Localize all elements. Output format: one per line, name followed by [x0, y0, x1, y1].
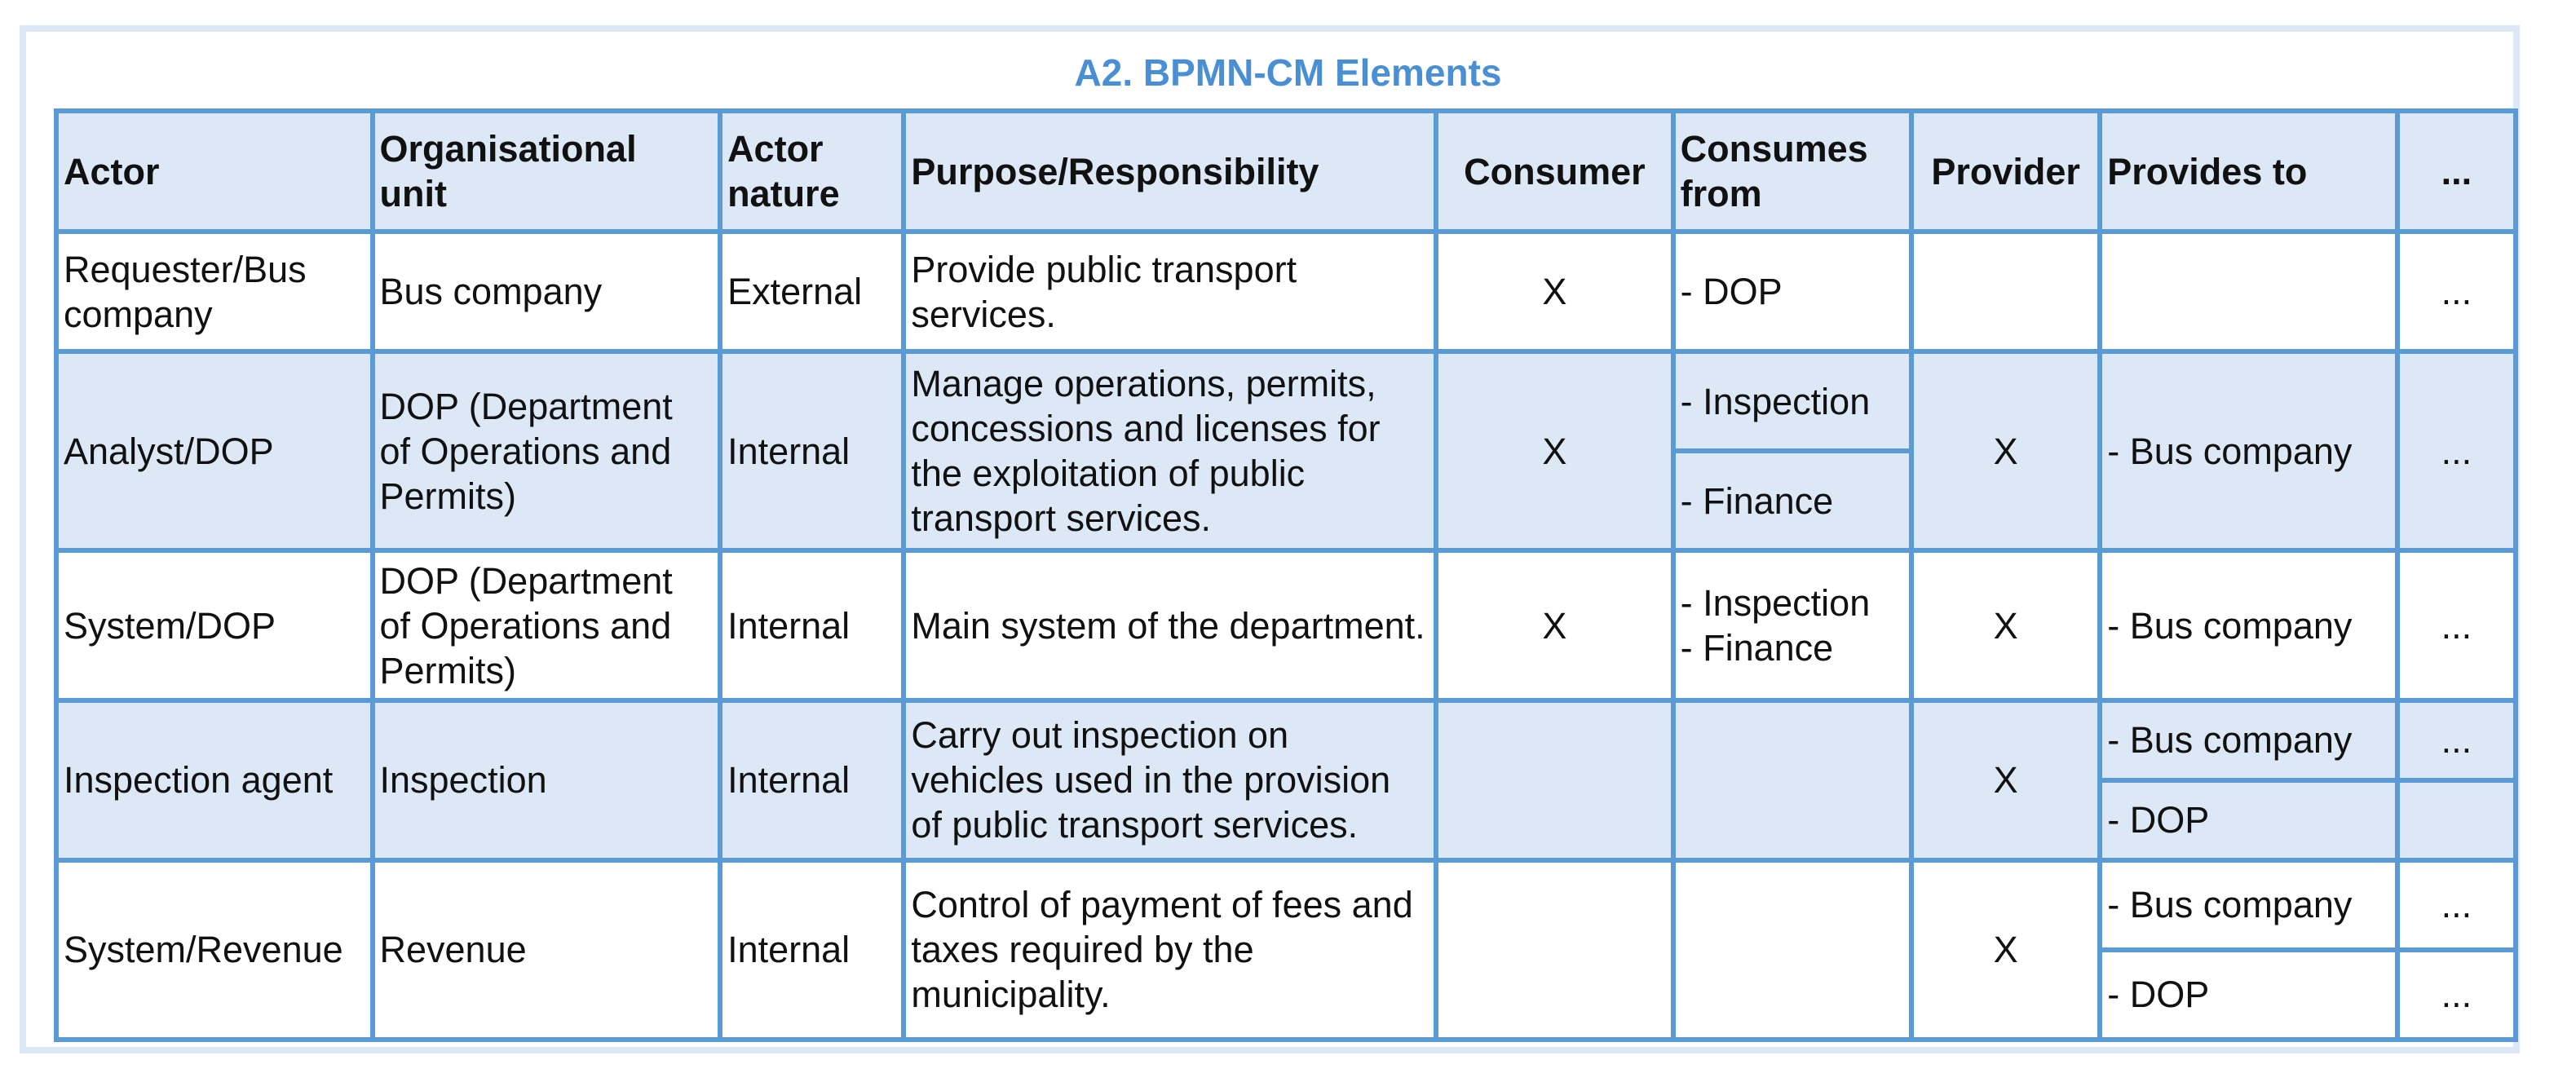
- actor-cell: Requester/Bus company: [56, 232, 373, 351]
- more-cell: [2397, 780, 2516, 860]
- provides-to-cell: - Bus company: [2100, 351, 2397, 550]
- consumes-from-cell: [1673, 860, 1911, 1040]
- provides-to-cell: - Bus company: [2100, 860, 2397, 950]
- purpose-cell: Provide public transport services.: [904, 232, 1436, 351]
- more-cell: ...: [2397, 351, 2516, 550]
- more-cell: ...: [2397, 232, 2516, 351]
- header-more: ...: [2397, 111, 2516, 232]
- consumes-from-cell: [1673, 700, 1911, 860]
- consumes-from-cell: - Finance: [1673, 451, 1911, 550]
- consumer-cell: [1436, 700, 1672, 860]
- unit-cell: Inspection: [373, 700, 721, 860]
- nature-cell: Internal: [720, 700, 904, 860]
- table-row: [56, 351, 2516, 451]
- purpose-cell: Main system of the department.: [904, 550, 1436, 700]
- table-row: [56, 700, 2516, 780]
- unit-cell: Revenue: [373, 860, 721, 1040]
- header-consumer: Consumer: [1436, 111, 1672, 232]
- consumer-cell: X: [1436, 550, 1672, 700]
- consumes-from-cell: - Inspection: [1673, 351, 1911, 451]
- header-actor: Actor: [56, 111, 373, 232]
- header-provides-to: Provides to: [2100, 111, 2397, 232]
- header-purpose: Purpose/Responsibility: [904, 111, 1436, 232]
- table-title: A2. BPMN-CM Elements: [1074, 51, 1502, 94]
- actor-cell: Inspection agent: [56, 700, 373, 860]
- header-row: [56, 111, 2516, 232]
- header-organisational-unit: Organisational unit: [373, 111, 721, 232]
- more-cell: ...: [2397, 550, 2516, 700]
- table-row: [56, 232, 2516, 351]
- provides-to-cell: - DOP: [2100, 950, 2397, 1040]
- consumer-cell: X: [1436, 351, 1672, 550]
- nature-cell: Internal: [720, 550, 904, 700]
- header-actor-nature: Actor nature: [720, 111, 904, 232]
- nature-cell: External: [720, 232, 904, 351]
- provider-cell: [1911, 232, 2100, 351]
- consumes-from-cell: - DOP: [1673, 232, 1911, 351]
- table-row: [56, 550, 2516, 700]
- provider-cell: X: [1911, 351, 2100, 550]
- unit-cell: DOP (Department of Operations and Permits): [373, 351, 721, 550]
- actor-cell: System/DOP: [56, 550, 373, 700]
- provides-to-cell: [2100, 232, 2397, 351]
- provides-to-cell: - Bus company: [2100, 700, 2397, 780]
- provides-to-cell: - DOP: [2100, 780, 2397, 860]
- consumes-from-cell: - Inspection - Finance: [1673, 550, 1911, 700]
- purpose-cell: Carry out inspection on vehicles used in the provision of public transport services.: [904, 700, 1436, 860]
- bpmn-elements-table: [54, 108, 2518, 1042]
- actor-cell: Analyst/DOP: [56, 351, 373, 550]
- nature-cell: Internal: [720, 860, 904, 1040]
- more-cell: ...: [2397, 950, 2516, 1040]
- actor-cell: System/Revenue: [56, 860, 373, 1040]
- unit-cell: Bus company: [373, 232, 721, 351]
- more-cell: ...: [2397, 700, 2516, 780]
- provider-cell: X: [1911, 860, 2100, 1040]
- purpose-cell: Manage operations, permits, concessions and licenses for the exploitation of public transport services.: [904, 351, 1436, 550]
- provider-cell: X: [1911, 700, 2100, 860]
- header-consumes-from: Consumes from: [1673, 111, 1911, 232]
- table-row: [56, 860, 2516, 950]
- consumer-cell: [1436, 860, 1672, 1040]
- provides-to-cell: - Bus company: [2100, 550, 2397, 700]
- consumer-cell: X: [1436, 232, 1672, 351]
- provider-cell: X: [1911, 550, 2100, 700]
- header-provider: Provider: [1911, 111, 2100, 232]
- nature-cell: Internal: [720, 351, 904, 550]
- purpose-cell: Control of payment of fees and taxes required by the municipality.: [904, 860, 1436, 1040]
- more-cell: ...: [2397, 860, 2516, 950]
- unit-cell: DOP (Department of Operations and Permits): [373, 550, 721, 700]
